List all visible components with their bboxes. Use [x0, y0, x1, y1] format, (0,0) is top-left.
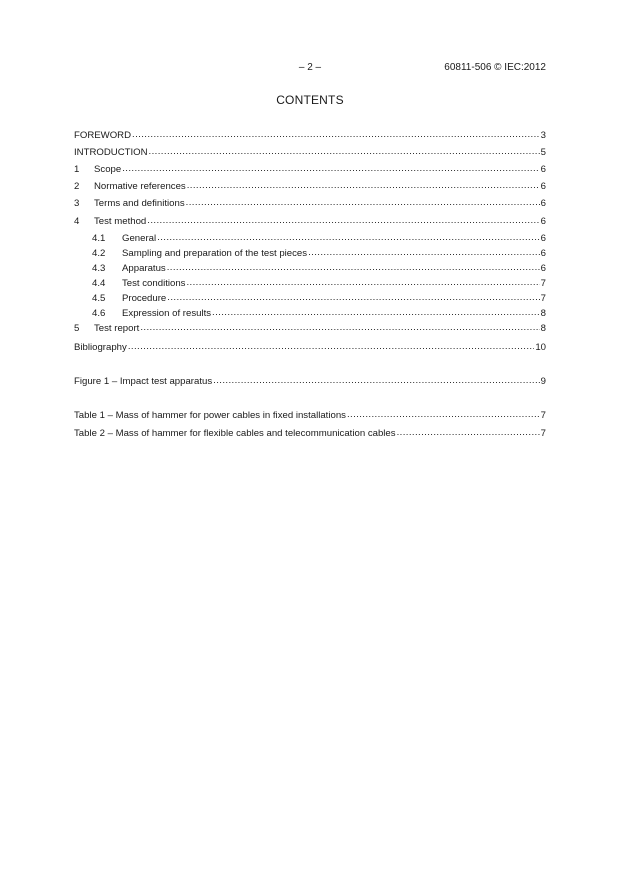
toc-entry-title: Test report [94, 323, 140, 334]
toc-entry-bibliography[interactable] [74, 340, 546, 354]
dot-leader [397, 426, 540, 436]
dot-leader [122, 162, 539, 172]
page-title: CONTENTS [276, 93, 344, 107]
dot-leader [213, 374, 540, 384]
toc-entry-page: 9 [540, 376, 546, 387]
dot-leader [128, 340, 535, 350]
toc-entry-introduction[interactable] [74, 145, 546, 159]
toc-entry-title: FOREWORD [74, 130, 132, 141]
toc-entry-general[interactable] [92, 231, 546, 245]
dot-leader [186, 276, 539, 286]
dot-leader [186, 196, 540, 206]
document-id: 60811-506 © IEC:2012 [444, 62, 546, 73]
dot-leader [147, 214, 539, 224]
toc-entry-title: Normative references [94, 181, 186, 192]
toc-entry-page: 6 [540, 198, 546, 209]
dot-leader [157, 231, 540, 241]
toc-entry-page: 6 [540, 248, 546, 259]
toc-entry-page: 7 [540, 428, 546, 439]
toc-entry-title: Sampling and preparation of the test pieces [122, 248, 308, 259]
toc-entry-foreword[interactable] [74, 128, 546, 142]
toc-entry-number: 5 [74, 323, 80, 334]
toc-entry-title: Test method [94, 216, 147, 227]
toc-entry-title: General [122, 233, 157, 244]
toc-entry-number: 1 [74, 164, 80, 175]
toc-entry-page: 6 [540, 181, 546, 192]
toc-entry-title: Scope [94, 164, 122, 175]
toc-entry-number: 4.4 [92, 278, 106, 289]
toc-entry-page: 7 [540, 293, 546, 304]
toc-entry-page: 10 [535, 342, 546, 353]
toc-entry-table-1[interactable] [74, 408, 546, 422]
toc-entry-title: Table 1 – Mass of hammer for power cables in fixed installations [74, 410, 346, 421]
toc-entry-scope[interactable] [74, 162, 546, 176]
toc-entry-page: 7 [540, 410, 546, 421]
toc-entry-number: 2 [74, 181, 80, 192]
toc-entry-number: 4 [74, 216, 80, 227]
toc-entry-table-2[interactable] [74, 426, 546, 440]
toc-entry-page: 8 [540, 308, 546, 319]
toc-entry-title: Figure 1 – Impact test apparatus [74, 376, 213, 387]
toc-entry-number: 4.6 [92, 308, 106, 319]
toc-entry-title: INTRODUCTION [74, 147, 148, 158]
toc-entry-page: 6 [540, 233, 546, 244]
toc-entry-title: Expression of results [122, 308, 212, 319]
toc-entry-number: 4.3 [92, 263, 106, 274]
toc-entry-terms-and-definitions[interactable] [74, 196, 546, 210]
toc-entry-page: 6 [540, 263, 546, 274]
toc-entry-title: Procedure [122, 293, 167, 304]
dot-leader [347, 408, 540, 418]
toc-entry-number: 4.1 [92, 233, 106, 244]
toc-entry-procedure[interactable] [92, 291, 546, 305]
toc-entry-number: 4.2 [92, 248, 106, 259]
toc-entry-page: 5 [540, 147, 546, 158]
dot-leader [308, 246, 540, 256]
toc-entry-title: Terms and definitions [94, 198, 185, 209]
dot-leader [167, 291, 539, 301]
toc-entry-apparatus[interactable] [92, 261, 546, 275]
dot-leader [132, 128, 540, 138]
toc-entry-test-report[interactable] [74, 321, 546, 335]
dot-leader [212, 306, 540, 316]
toc-entry-title: Table 2 – Mass of hammer for flexible cables and telecommunication cables [74, 428, 396, 439]
toc-entry-page: 8 [540, 323, 546, 334]
dot-leader [187, 179, 540, 189]
dot-leader [140, 321, 539, 331]
toc-entry-title: Bibliography [74, 342, 127, 353]
toc-entry-page: 6 [540, 164, 546, 175]
toc-entry-number: 3 [74, 198, 80, 209]
toc-entry-sampling[interactable] [92, 246, 546, 260]
dot-leader [149, 145, 540, 155]
toc-entry-figure-1[interactable] [74, 374, 546, 388]
toc-entry-test-conditions[interactable] [92, 276, 546, 290]
toc-entry-normative-references[interactable] [74, 179, 546, 193]
toc-entry-title: Test conditions [122, 278, 186, 289]
dot-leader [167, 261, 540, 271]
toc-entry-number: 4.5 [92, 293, 106, 304]
toc-entry-page: 7 [540, 278, 546, 289]
toc-entry-title: Apparatus [122, 263, 166, 274]
toc-entry-page: 6 [540, 216, 546, 227]
toc-entry-expression-of-results[interactable] [92, 306, 546, 320]
toc-entry-test-method[interactable] [74, 214, 546, 228]
page-number: – 2 – [298, 62, 322, 73]
toc-entry-page: 3 [540, 130, 546, 141]
